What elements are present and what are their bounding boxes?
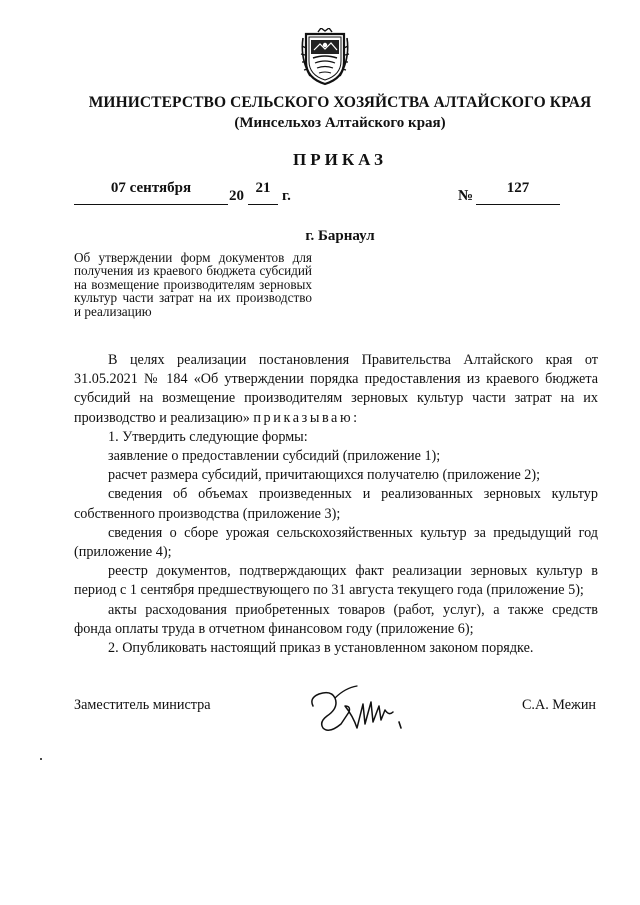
date-year-suffix: г. xyxy=(282,188,291,204)
form-item: сведения об объемах произведенных и реализованных зерновых культур собственного производства (приложение 3); xyxy=(74,486,598,522)
order-body xyxy=(74,351,598,658)
preamble-text: В целях реализации постановления Правительства Алтайского края от 31.05.2021 № 184 «Об утверждении порядка предоставления из краевого бюджета субсидий на возмещение производителям зерновых культур части затрат на их производство и реализацию» xyxy=(74,352,598,426)
number-label: № xyxy=(458,188,474,204)
date-year: 21 xyxy=(248,180,278,205)
signatory-name: С.А. Межин xyxy=(521,697,596,713)
coat-of-arms-icon xyxy=(300,28,350,86)
form-item: расчет размера субсидий, причитающихся получателю (приложение 2); xyxy=(108,467,541,484)
order-number: 127 xyxy=(476,180,560,205)
form-item: заявление о предоставлении субсидий (приложение 1); xyxy=(108,448,441,465)
date-number-row xyxy=(74,180,574,212)
form-item: акты расходования приобретенных товаров (работ, услуг), а также средств фонда оплаты труда в отчетном финансовом году (приложение 6); xyxy=(74,601,598,637)
signatory-title: Заместитель министра xyxy=(74,697,211,713)
signature-icon xyxy=(305,676,415,748)
document-type-title: ПРИКАЗ xyxy=(293,150,387,169)
city: г. Барнаул xyxy=(305,228,375,244)
ministry-name: МИНИСТЕРСТВО СЕЛЬСКОГО ХОЗЯЙСТВА АЛТАЙСКОГО КРАЯ xyxy=(88,94,592,111)
item2: 2. Опубликовать настоящий приказ в установленном законом порядке. xyxy=(108,640,534,657)
item1-heading: 1. Утвердить следующие формы: xyxy=(108,428,308,445)
scan-speck xyxy=(40,758,42,760)
order-subject: Об утверждении форм документов для получения из краевого бюджета субсидий на возмещение производителям зерновых культур части затрат на их производство и реализацию xyxy=(74,250,312,319)
preamble-paragraph xyxy=(74,351,598,428)
form-item: реестр документов, подтверждающих факт реализации зерновых культур в период с 1 сентября предшествующего по 31 августа текущего года (приложение 5); xyxy=(74,563,598,599)
date-century: 20 xyxy=(229,188,244,204)
date-day-month: 07 сентября xyxy=(74,180,228,205)
ministry-short-name: (Минсельхоз Алтайского края) xyxy=(234,115,446,131)
form-item: сведения о сборе урожая сельскохозяйственных культур за предыдущий год (приложение 4); xyxy=(74,524,598,561)
order-word: приказываю: xyxy=(253,409,360,426)
